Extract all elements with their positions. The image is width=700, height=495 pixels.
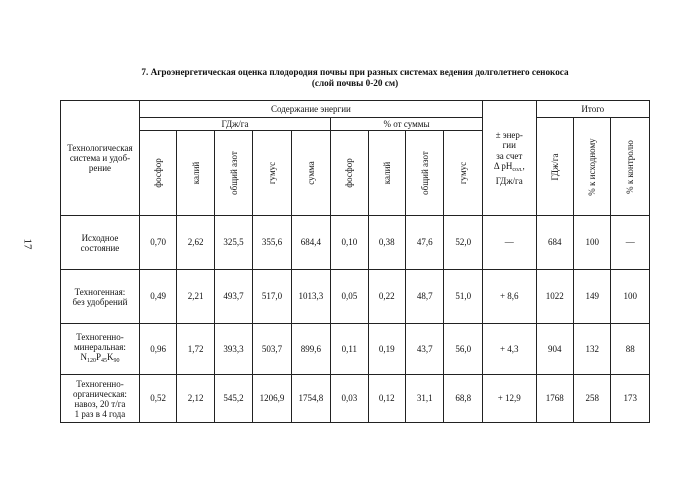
cell: 0,19 <box>368 324 405 375</box>
cell: 2,12 <box>177 375 214 423</box>
cell: 493,7 <box>214 270 252 324</box>
cell: 100 <box>611 270 650 324</box>
cell: 100 <box>574 216 611 270</box>
cell: 132 <box>574 324 611 375</box>
cell: 904 <box>536 324 573 375</box>
energy-table <box>60 100 650 423</box>
header-total-pct-initial: % к исходному <box>574 118 611 216</box>
cell: 393,3 <box>214 324 252 375</box>
page-number: 17 <box>21 238 34 250</box>
cell: 684 <box>536 216 573 270</box>
header-energy-content: Содержание энергии <box>139 101 482 118</box>
header-pct-nitrogen: общий азот <box>406 131 444 216</box>
cell: — <box>611 216 650 270</box>
cell: 684,4 <box>291 216 330 270</box>
cell: 0,22 <box>368 270 405 324</box>
header-pct-potassium: калий <box>368 131 405 216</box>
cell: 1,72 <box>177 324 214 375</box>
cell: 47,6 <box>406 216 444 270</box>
cell: 899,6 <box>291 324 330 375</box>
cell: + 12,9 <box>482 375 536 423</box>
cell: 2,62 <box>177 216 214 270</box>
cell: 0,49 <box>139 270 176 324</box>
cell: + 8,6 <box>482 270 536 324</box>
table-row <box>61 324 650 375</box>
row-label: Техногенно- органическая: навоз, 20 т/га 1 раз в 4 года <box>61 375 140 423</box>
cell: 0,52 <box>139 375 176 423</box>
header-pct-humus: гумус <box>444 131 483 216</box>
cell: 51,0 <box>444 270 483 324</box>
cell: 545,2 <box>214 375 252 423</box>
table-row <box>61 216 650 270</box>
cell: 149 <box>574 270 611 324</box>
cell: 0,38 <box>368 216 405 270</box>
header-gj-potassium: калий <box>177 131 214 216</box>
cell: 258 <box>574 375 611 423</box>
cell: 43,7 <box>406 324 444 375</box>
header-system: Технологическая система и удобрение <box>61 101 140 216</box>
header-gj-nitrogen: общий азот <box>214 131 252 216</box>
cell: 0,11 <box>331 324 368 375</box>
cell: 0,70 <box>139 216 176 270</box>
header-total-pct-control: % к контролю <box>611 118 650 216</box>
header-gj-ha: ГДж/га <box>139 118 330 131</box>
cell: 52,0 <box>444 216 483 270</box>
table-title <box>60 67 650 89</box>
row-label: Техногенно- минеральная: $N_{120}P_{45}K_{90}$ <box>61 324 140 375</box>
cell: 173 <box>611 375 650 423</box>
cell: 1022 <box>536 270 573 324</box>
cell: 1206,9 <box>253 375 291 423</box>
cell: 0,05 <box>331 270 368 324</box>
cell: — <box>482 216 536 270</box>
cell: 56,0 <box>444 324 483 375</box>
table-row <box>61 270 650 324</box>
cell: 1754,8 <box>291 375 330 423</box>
cell: 88 <box>611 324 650 375</box>
cell: 0,10 <box>331 216 368 270</box>
table-row <box>61 375 650 423</box>
header-pct-of-sum: % от суммы <box>331 118 483 131</box>
cell: 517,0 <box>253 270 291 324</box>
header-ph-energy: ± энер- гии за счет Δ $pH_{сол.}$, ГДж/га <box>482 101 536 216</box>
row-label: Техногенная: без удобрений <box>61 270 140 324</box>
header-gj-sum: сумма <box>291 131 330 216</box>
cell: 68,8 <box>444 375 483 423</box>
cell: 0,03 <box>331 375 368 423</box>
fertilizer-formula: $N_{120}P_{45}K_{90}$ <box>80 352 120 364</box>
header-gj-phosphorus: фосфор <box>139 131 176 216</box>
cell: 48,7 <box>406 270 444 324</box>
title-line-1: 7. Агроэнергетическая оценка плодородия почвы при разных системах ведения долголетнего сенокоса <box>141 67 569 77</box>
header-pct-phosphorus: фосфор <box>331 131 368 216</box>
cell: 31,1 <box>406 375 444 423</box>
header-total-gj: ГДж/га <box>536 118 573 216</box>
cell: 1768 <box>536 375 573 423</box>
cell: 0,12 <box>368 375 405 423</box>
cell: 0,96 <box>139 324 176 375</box>
title-line-2: (слой почвы 0-20 см) <box>311 78 399 88</box>
cell: 2,21 <box>177 270 214 324</box>
row-label: Исходное состояние <box>61 216 140 270</box>
cell: + 4,3 <box>482 324 536 375</box>
header-gj-humus: гумус <box>253 131 291 216</box>
cell: 325,5 <box>214 216 252 270</box>
cell: 503,7 <box>253 324 291 375</box>
cell: 1013,3 <box>291 270 330 324</box>
header-total: Итого <box>536 101 649 118</box>
cell: 355,6 <box>253 216 291 270</box>
